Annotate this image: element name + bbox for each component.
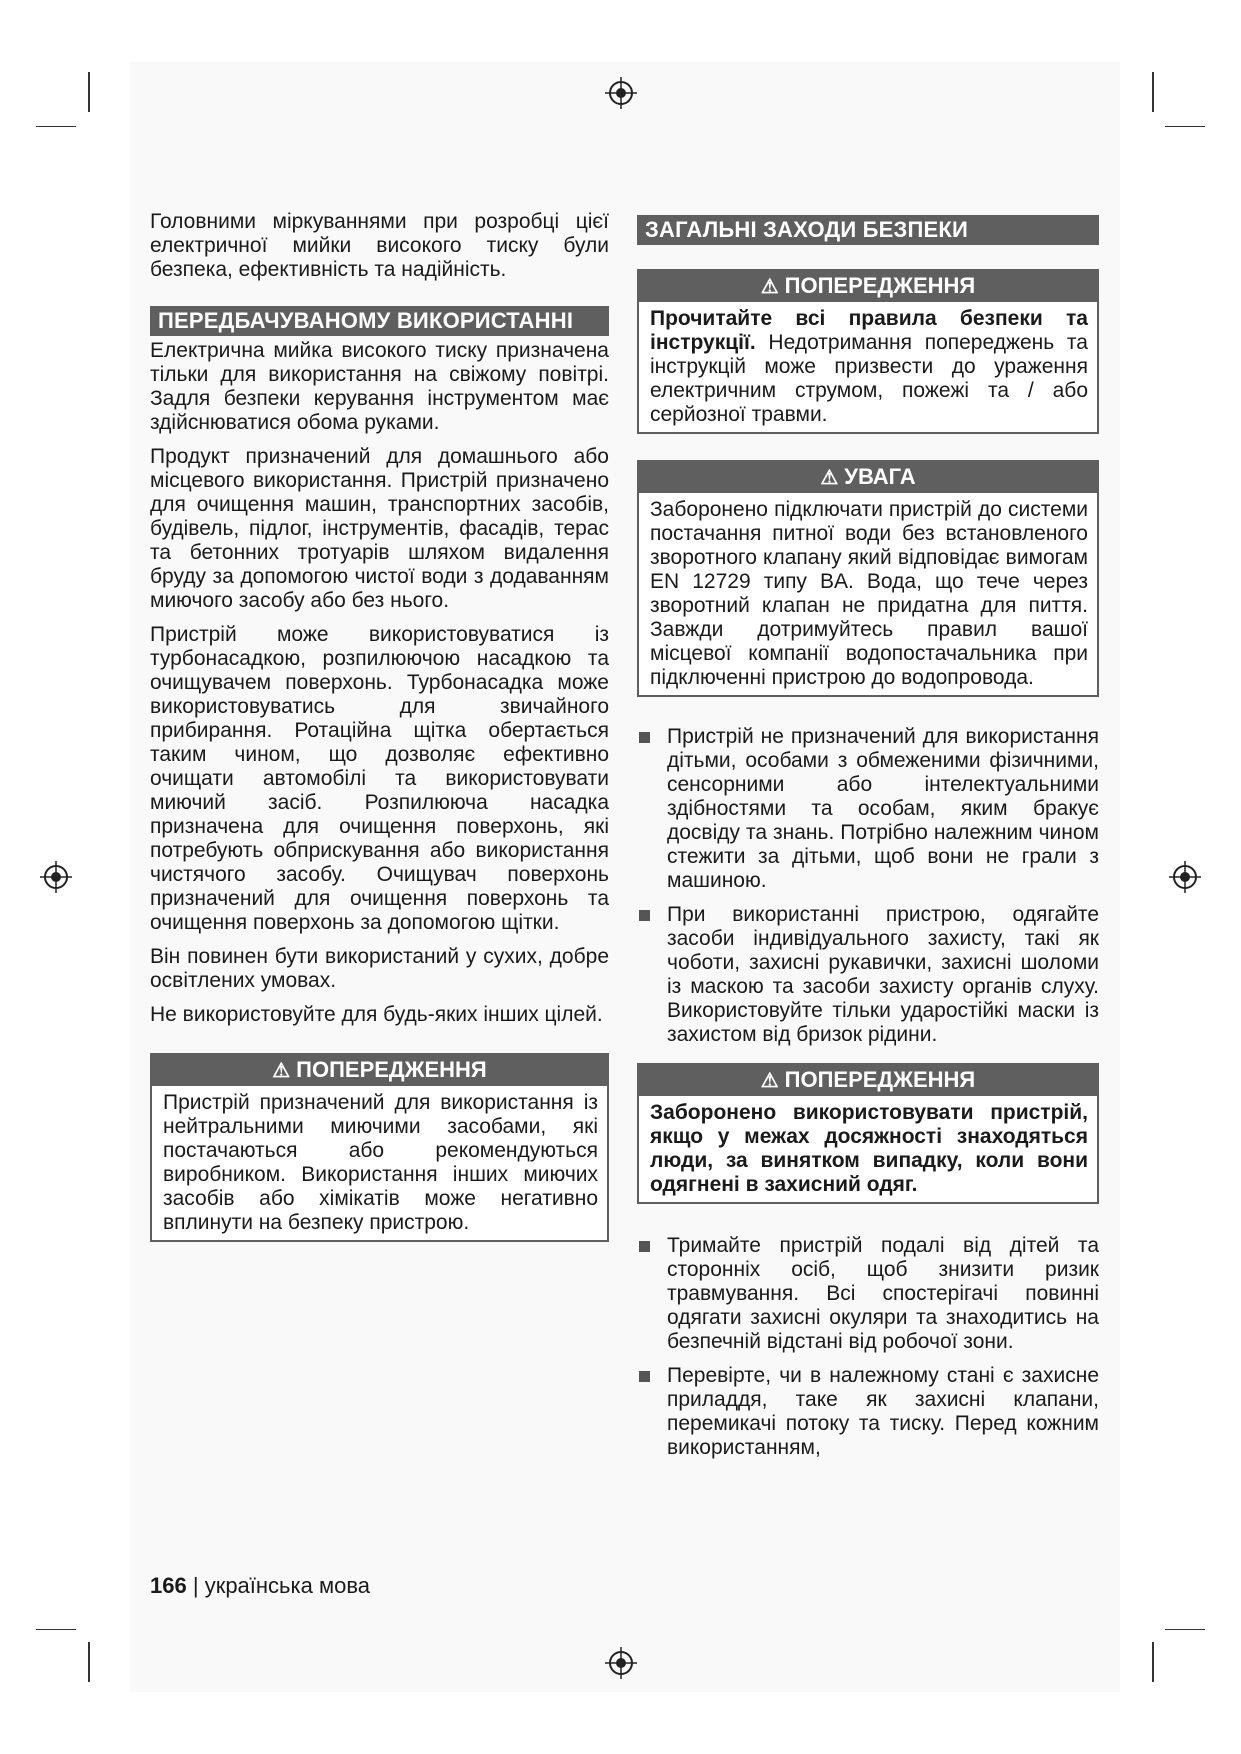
- bullet-list: [637, 725, 1099, 1047]
- right-column: [637, 215, 1099, 1470]
- warning-text: Заборонено використовувати пристрій, якщо у межах досяжності знаходяться люди, за винятком випадку, коли вони одягнені в захисний одяг.: [650, 1101, 1088, 1196]
- paragraph: Пристрій може використовуватися із турбонасадкою, розпилюючою насадкою та очищувачем поверхонь. Турбонасадка може використовуватись для звичайного прибирання. Ротаційна щітка обертається таким чином, що дозволяє ефективно очищати автомобілі та використовувати миючий засіб. Розпилююча насадка призначена для очищення поверхонь, які потребують обприскування або використання чистячого засобу. Очищувач поверхонь призначений для очищення поверхонь та очищення поверхонь за допомогою щітки.: [150, 623, 609, 934]
- square-bullet-icon: [639, 732, 650, 743]
- bullet-list: [637, 1234, 1099, 1460]
- caution-header: [639, 462, 1097, 493]
- crop-mark: [36, 1629, 76, 1630]
- crop-mark: [36, 126, 76, 127]
- page-footer: [150, 1573, 370, 1599]
- caution-text: Заборонено підключати пристрій до системи постачання питної води без встановленого зворотного клапану який відповідає вимогам EN 12729 типу BA. Вода, що тече через зворотний клапан не придатна для пиття. Завжди дотримуйтесь правил вашої місцевої компанії водопостачальника при підключенні пристрою до водопровода.: [650, 498, 1088, 689]
- warning-triangle-icon: ⚠: [760, 276, 779, 298]
- warning-bold-text: Прочитайте всі правила безпеки та інструкції.: [650, 307, 1088, 354]
- footer-separator: |: [192, 1573, 199, 1598]
- warning-header: [639, 1065, 1097, 1096]
- section-title-intended-use: ПЕРЕДБАЧУВАНОМУ ВИКОРИСТАННІ: [150, 306, 609, 336]
- warning-triangle-icon: ⚠: [820, 467, 839, 489]
- square-bullet-icon: [639, 1241, 650, 1252]
- section-title-general-safety: ЗАГАЛЬНІ ЗАХОДИ БЕЗПЕКИ: [637, 215, 1099, 245]
- warning-title: ПОПЕРЕДЖЕННЯ: [296, 1057, 487, 1082]
- paragraph: Електрична мийка високого тиску призначена тільки для використання на свіжому повітрі. Задля безпеки керування інструментом має здійснюватися обома руками.: [150, 339, 609, 434]
- list-item: Тримайте пристрій подалі від дітей та сторонніх осіб, щоб знизити ризик травмування. Всі спостерігачі повинні одягати захисні окуляри та знаходитись на безпечній відстані від робочої зони.: [637, 1234, 1099, 1354]
- crop-mark: [1152, 1642, 1154, 1682]
- left-column: [150, 210, 609, 1242]
- warning-box: [637, 269, 1099, 434]
- square-bullet-icon: [639, 1371, 650, 1382]
- crop-mark: [1165, 126, 1205, 127]
- warning-box: [150, 1053, 609, 1242]
- footer-language: українська мова: [204, 1573, 370, 1598]
- warning-header: [639, 271, 1097, 302]
- registration-mark-icon: [1168, 860, 1202, 894]
- paragraph: Не використовуйте для будь-яких інших цілей.: [150, 1003, 603, 1026]
- square-bullet-icon: [639, 910, 650, 921]
- warning-title: ПОПЕРЕДЖЕННЯ: [784, 1067, 976, 1092]
- warning-text: [639, 302, 1097, 432]
- registration-mark-icon: [604, 76, 638, 110]
- warning-triangle-icon: ⚠: [272, 1060, 291, 1082]
- warning-title: ПОПЕРЕДЖЕННЯ: [784, 273, 976, 298]
- registration-mark-icon: [604, 1646, 638, 1680]
- paragraph: Він повинен бути використаний у сухих, добре освітлених умовах.: [150, 945, 609, 992]
- list-item: Пристрій не призначений для використання дітьми, особами з обмеженими фізичними, сенсорними або інтелектуальними здібностями та особам, яким бракує досвіду та знань. Потрібно належним чином стежити за дітьми, щоб вони не грали з машиною.: [637, 725, 1099, 893]
- crop-mark: [1165, 1629, 1205, 1630]
- warning-box: [637, 1063, 1099, 1204]
- caution-box: [637, 460, 1099, 697]
- paragraph: Продукт призначений для домашнього або місцевого використання. Пристрій призначено для очищення машин, транспортних засобів, будівель, підлог, інструментів, фасадів, терас та бетонних тротуарів шляхом видалення бруду за допомогою чистої води з додаванням миючого засобу або без нього.: [150, 445, 609, 612]
- crop-mark: [88, 72, 90, 112]
- warning-text: Пристрій призначений для використання із нейтральними миючими засобами, які постачаються або рекомендуються виробником. Використання інших миючих засобів або хімікатів може негативно вплинути на безпеку пристрою.: [163, 1091, 598, 1234]
- crop-mark: [88, 1642, 90, 1682]
- page-number: 166: [150, 1573, 187, 1598]
- list-item: При використанні пристрою, одягайте засоби індивідуального захисту, такі як чоботи, захисні рукавички, захисні шоломи із маскою та засоби захисту органів слуху. Використовуйте тільки ударостійкі маски із захистом від бризок рідини.: [637, 903, 1099, 1047]
- warning-plain-text: Недотримання попереджень та інструкцій може призвести до ураження електричним струмом, пожежі та / або серйозної травми.: [650, 331, 1088, 426]
- registration-mark-icon: [39, 860, 73, 894]
- crop-mark: [1152, 72, 1154, 112]
- intro-paragraph: Головними міркуваннями при розробці цієї електричної мийки високого тиску були безпека, ефективність та надійність.: [150, 210, 609, 281]
- warning-triangle-icon: ⚠: [760, 1070, 779, 1092]
- list-item: Перевірте, чи в належному стані є захисне приладдя, таке як захисні клапани, перемикачі потоку та тиску. Перед кожним використанням,: [637, 1364, 1099, 1460]
- warning-header: [152, 1055, 607, 1086]
- caution-title: УВАГА: [844, 464, 916, 489]
